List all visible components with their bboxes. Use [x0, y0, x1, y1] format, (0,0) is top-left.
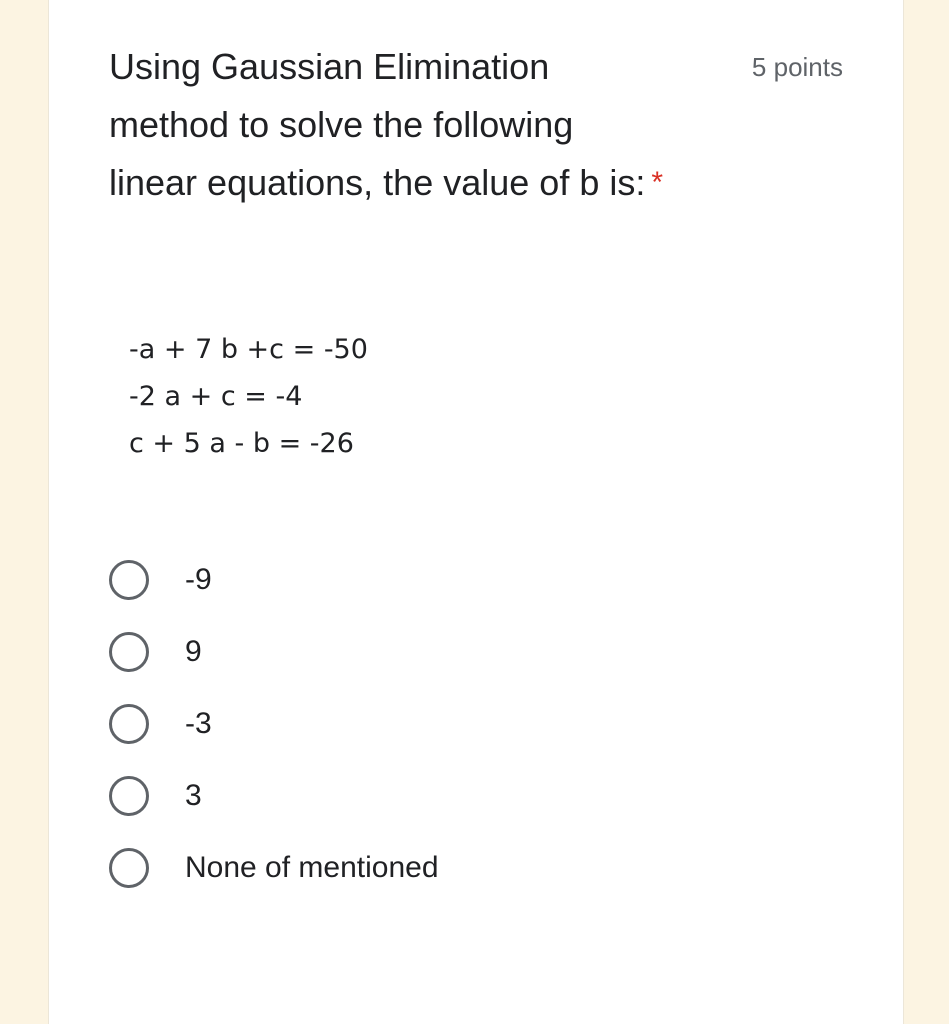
answer-options: [109, 532, 869, 916]
option-label: 9: [185, 635, 202, 668]
required-asterisk: *: [651, 166, 664, 199]
radio-button[interactable]: [109, 704, 149, 744]
equation-2: -2 a + c = -4: [129, 381, 303, 412]
radio-button[interactable]: [109, 560, 149, 600]
points-label: 5 points: [751, 52, 843, 82]
option-label: None of mentioned: [185, 851, 439, 884]
radio-button[interactable]: [109, 632, 149, 672]
option-none-of-mentioned[interactable]: [109, 820, 869, 916]
question-card: [48, 0, 904, 1024]
question-text: Using Gaussian Elimination method to solve the following linear equations, the value of b is:: [109, 46, 646, 203]
option-label: -3: [185, 707, 212, 740]
equation-block: [129, 326, 368, 467]
equation-1: -a + 7 b +c = -50: [129, 334, 368, 365]
radio-button[interactable]: [109, 776, 149, 816]
option-label: 3: [185, 779, 202, 812]
question-title: [109, 38, 669, 212]
radio-button[interactable]: [109, 848, 149, 888]
equation-3: c + 5 a - b = -26: [129, 428, 354, 459]
option-label: -9: [185, 563, 212, 596]
